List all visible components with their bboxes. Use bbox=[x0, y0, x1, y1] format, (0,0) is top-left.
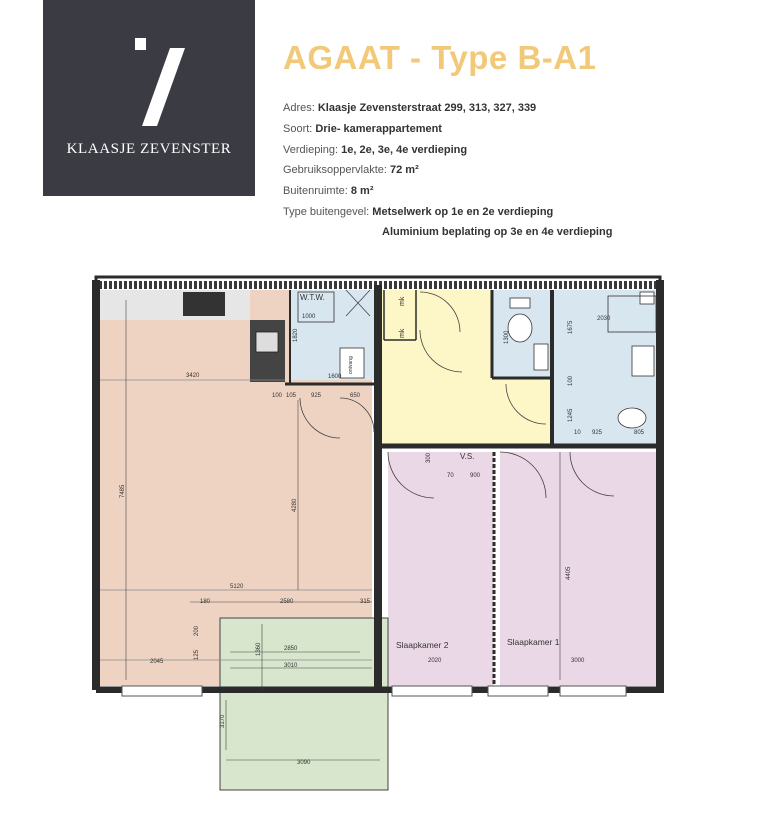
bedroom-1 bbox=[500, 452, 658, 686]
label-wtw: W.T.W. bbox=[300, 293, 325, 302]
info-verdieping: Verdieping: 1e, 2e, 3e, 4e verdieping bbox=[283, 144, 468, 156]
dim-2580: 2580 bbox=[280, 599, 294, 605]
label-mk-2: mk bbox=[399, 328, 406, 338]
dim-900: 900 bbox=[470, 473, 481, 479]
floor-plan bbox=[0, 260, 768, 800]
info-buitenruimte: Buitenruimte: 8 m² bbox=[283, 185, 374, 197]
dim-300: 300 bbox=[426, 452, 432, 463]
dim-100-b: 100 bbox=[568, 375, 574, 386]
dim-1245: 1245 bbox=[568, 408, 574, 422]
page-title: AGAAT - Type B-A1 bbox=[283, 39, 597, 76]
label-unit: ontvang bbox=[348, 356, 354, 374]
info-oppervlakte: Gebruiksoppervlakte: 72 m² bbox=[283, 164, 419, 176]
label-bedroom-1: Slaapkamer 1 bbox=[507, 637, 560, 647]
label-vs: V.S. bbox=[460, 452, 475, 461]
dim-3090: 3090 bbox=[297, 760, 311, 766]
dim-1000: 1000 bbox=[302, 314, 316, 320]
brand-mark-icon bbox=[133, 38, 193, 128]
dim-1600: 1600 bbox=[328, 374, 342, 380]
dim-10: 10 bbox=[574, 430, 581, 436]
info-buitengevel: Type buitengevel: Metselwerk op 1e en 2e verdieping bbox=[283, 206, 554, 218]
dim-7485: 7485 bbox=[120, 484, 126, 498]
dim-805: 805 bbox=[634, 430, 645, 436]
dim-4405: 4405 bbox=[566, 566, 572, 580]
dim-1675: 1675 bbox=[568, 320, 574, 334]
dim-3420: 3420 bbox=[186, 373, 200, 379]
dim-650: 650 bbox=[350, 393, 361, 399]
dim-125: 125 bbox=[194, 649, 200, 660]
dim-5120: 5120 bbox=[230, 584, 244, 590]
dim-2020: 2020 bbox=[428, 658, 442, 664]
dim-2850: 2850 bbox=[284, 646, 298, 652]
dim-315: 315 bbox=[360, 599, 371, 605]
brand-name: KLAASJE ZEVENSTER bbox=[66, 141, 232, 157]
dim-3010: 3010 bbox=[284, 663, 298, 669]
brand-logo bbox=[43, 0, 255, 196]
dim-180: 180 bbox=[200, 599, 211, 605]
label-bedroom-2: Slaapkamer 2 bbox=[396, 640, 449, 650]
dim-200: 200 bbox=[194, 625, 200, 636]
dim-4280: 4280 bbox=[292, 498, 298, 512]
dim-1820: 1820 bbox=[293, 328, 299, 342]
info-adres: Adres: Klaasje Zevensterstraat 299, 313, 327, 339 bbox=[283, 102, 537, 114]
dim-105: 105 bbox=[286, 393, 297, 399]
kitchen-counter bbox=[100, 290, 250, 320]
dim-1360: 1360 bbox=[256, 642, 262, 656]
info-soort: Soort: Drie- kamerappartement bbox=[283, 123, 442, 135]
dim-100-a: 100 bbox=[272, 393, 283, 399]
dim-925-b: 925 bbox=[592, 430, 603, 436]
dim-70: 70 bbox=[447, 473, 454, 479]
dim-3000: 3000 bbox=[571, 658, 585, 664]
dim-2030: 2030 bbox=[597, 316, 611, 322]
kitchen-cooktop bbox=[183, 292, 225, 316]
dim-925-a: 925 bbox=[311, 393, 322, 399]
label-mk-1: mk bbox=[399, 296, 406, 306]
dim-2045: 2045 bbox=[150, 659, 164, 665]
info-buitengevel-2: Aluminium beplating op 3e en 4e verdieping bbox=[382, 226, 613, 238]
dim-3170: 3170 bbox=[220, 714, 226, 728]
dim-1300: 1300 bbox=[504, 330, 510, 344]
